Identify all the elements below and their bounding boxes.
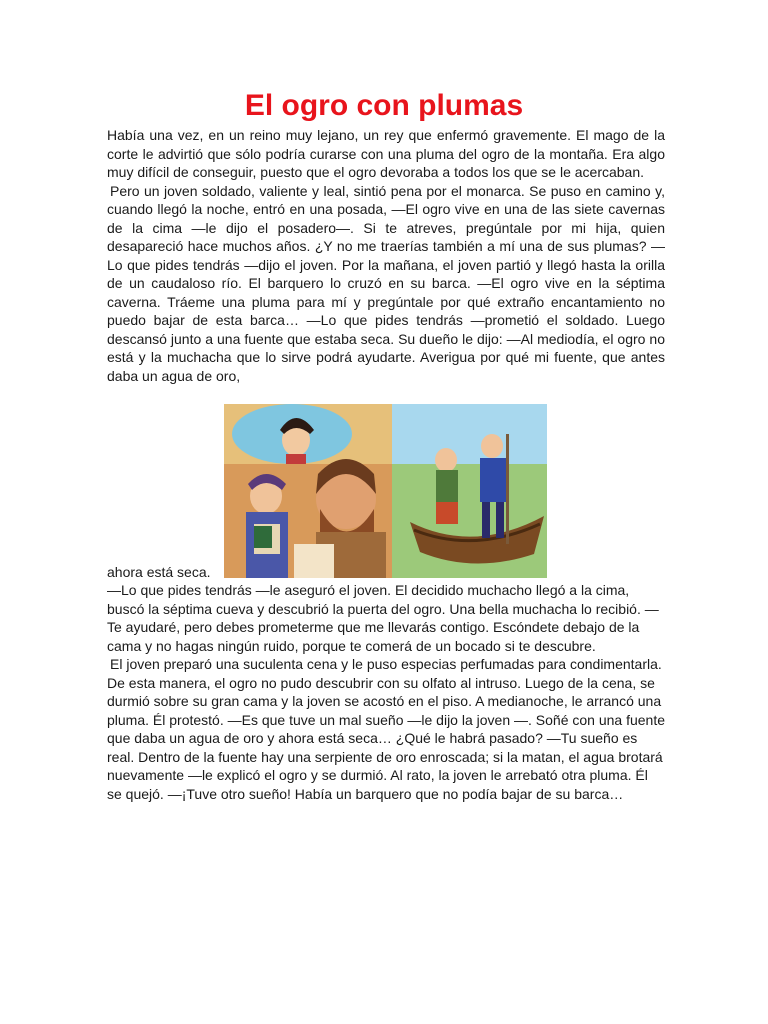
paragraph: Había una vez, en un reino muy lejano, un rey que enfermó gravemente. El mago de la corte le advirtió que sólo podría curarse con una pluma del ogro de la montaña. Era algo muy difícil de conseguir, puesto que el ogro devoraba a todos los que se le acercaban.	[107, 127, 665, 180]
paragraph: —Lo que pides tendrás —le aseguró el joven. El decidido muchacho llegó a la cima, buscó la séptima cueva y descubrió la puerta del ogro. Una bella muchacha lo recibió. —Te ayudaré, pero debes prometerme que me llevarás contigo. Escóndete debajo de la cama y no hagas ningún ruido, porque te comerá de un bocado si te descubre.	[107, 582, 659, 654]
story-text-top	[107, 126, 665, 385]
story-illustration	[224, 404, 547, 578]
page-title: El ogro con plumas	[244, 89, 524, 122]
continuation-text: ahora está seca.	[107, 564, 211, 580]
paragraph: Pero un joven soldado, valiente y leal, sintió pena por el monarca. Se puso en camino y, cuando llegó la noche, entró en una posada, —El ogro vive en una de las siete cavernas de la cima —le dijo el posadero—. Si te atreves, pregúntale por mi hija, quien desapareció hace muchos años. ¿Y no me traerías también a mí una de sus plumas? —Lo que pides tendrás —dijo el joven. Por la mañana, el joven partió y llegó hasta la orilla de un caudaloso río. El barquero lo cruzó en su barca. —El ogro vive en la séptima caverna. Tráeme una pluma para mí y pregúntale por qué extraño encantamiento no puedo bajar de esta barca… —Lo que pides tendrás —prometió el soldado. Luego descansó junto a una fuente que estaba seca. Su dueño le dijo: —Al mediodía, el ogro no está y la muchacha que lo sirve podrá ayudarte. Averigua por qué mi fuente, que antes daba un agua de oro,	[107, 182, 665, 384]
story-text-bottom	[107, 581, 665, 803]
paragraph: El joven preparó una suculenta cena y le puso especias perfumadas para condimentarla. De esta manera, el ogro no pudo descubrir con su olfato al intruso. Luego de la cena, se durmió sobre su gran cama y la joven se acostó en el piso. A medianoche, le arrancó una pluma. Él protestó. —Es que tuve un mal sueño —le dijo la joven —. Soñé con una fuente que daba un agua de oro y ahora está seca… ¿Qué le habrá pasado? —Tu sueño es real. Dentro de la fuente hay una serpiente de oro enroscada; si la matan, el agua brotará nuevamente —le explicó el ogro y se durmió. Al rato, la joven le arrebató otra pluma. Él se quejó. —¡Tuve otro sueño! Había un barquero que no podía bajar de su barca…	[107, 656, 665, 802]
